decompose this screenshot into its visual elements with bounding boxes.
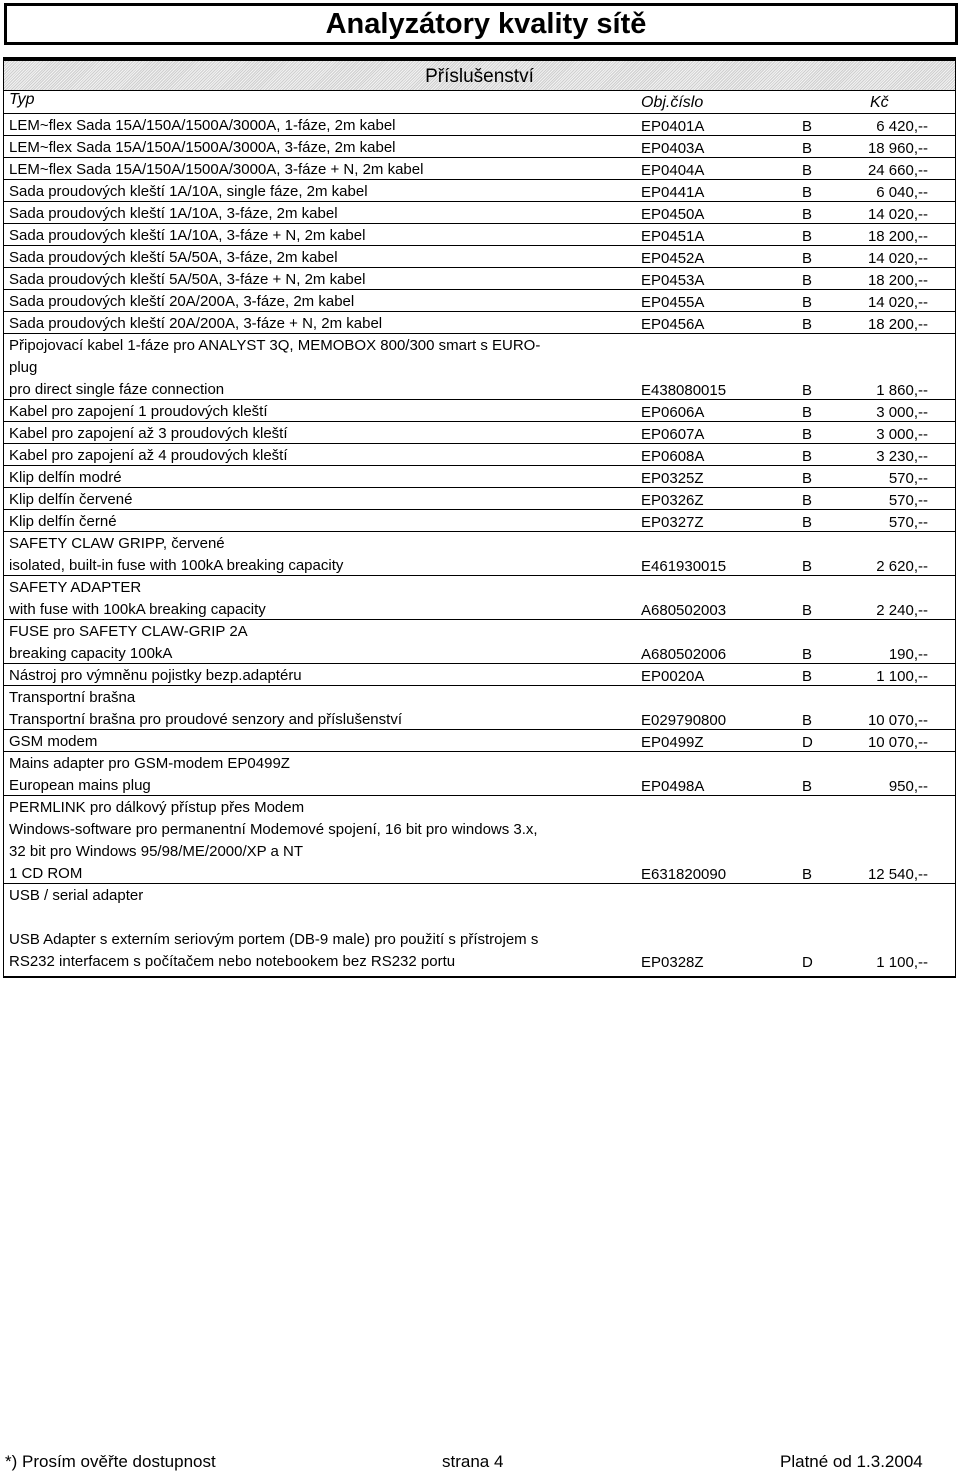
- table-row: [4, 443, 955, 465]
- item-class: B: [802, 250, 813, 267]
- table-row: [4, 729, 955, 751]
- item-description-line: GSM modem: [9, 733, 98, 750]
- table-row: [4, 575, 955, 619]
- item-order-number: EP0326Z: [641, 492, 704, 509]
- item-price: 6 040,--: [876, 184, 928, 201]
- item-order-number: EP0455A: [641, 294, 705, 311]
- item-price: 570,--: [888, 470, 928, 487]
- title-box: [4, 3, 958, 45]
- item-description-line: 1 CD ROM: [9, 865, 83, 882]
- price-table: [3, 57, 956, 978]
- table-row: [4, 883, 955, 971]
- table-row: [4, 531, 955, 575]
- item-class: B: [802, 668, 813, 685]
- item-order-number: E438080015: [641, 382, 727, 399]
- item-order-number: EP0020A: [641, 668, 705, 685]
- item-description-line: Kabel pro zapojení 1 proudových kleští: [9, 403, 268, 420]
- item-description-line: RS232 interfacem s počítačem nebo notebookem bez RS232 portu: [9, 953, 456, 970]
- item-description-line: Transportní brašna pro proudové senzory and příslušenství: [9, 711, 402, 728]
- table-row: [4, 267, 955, 289]
- item-order-number: EP0328Z: [641, 954, 704, 971]
- item-order-number: E029790800: [641, 712, 727, 729]
- table-row: [4, 311, 955, 333]
- item-description: [9, 181, 625, 203]
- item-price: 2 620,--: [876, 558, 928, 575]
- item-description-line: Sada proudových kleští 20A/200A, 3-fáze, 2m kabel: [9, 293, 355, 310]
- item-price: 10 070,--: [867, 734, 928, 751]
- column-header-type: Typ: [9, 91, 35, 108]
- item-class: B: [802, 514, 813, 531]
- item-description: [9, 335, 625, 401]
- item-class: B: [802, 382, 813, 399]
- item-description: [9, 577, 625, 621]
- item-price: 3 000,--: [876, 404, 928, 421]
- item-description-line: USB Adapter s externím seriovým portem (DB-9 male) pro použití s přístrojem s: [9, 931, 539, 948]
- item-price: 1 860,--: [876, 382, 928, 399]
- item-order-number: EP0452A: [641, 250, 705, 267]
- item-description: [9, 423, 625, 445]
- item-description-line: Sada proudových kleští 1A/10A, single fáze, 2m kabel: [9, 183, 368, 200]
- item-description: [9, 225, 625, 247]
- item-price: 570,--: [888, 492, 928, 509]
- item-description-line: SAFETY CLAW GRIPP, červené: [9, 535, 225, 552]
- section-subtitle: Příslušenství: [425, 66, 534, 87]
- item-description-line: 32 bit pro Windows 95/98/ME/2000/XP a NT: [9, 843, 304, 860]
- item-class: D: [802, 954, 813, 971]
- item-price: 570,--: [888, 514, 928, 531]
- item-order-number: E461930015: [641, 558, 727, 575]
- table-row: [4, 685, 955, 729]
- item-class: B: [802, 866, 813, 883]
- item-order-number: EP0327Z: [641, 514, 704, 531]
- page-title: Analyzátory kvality sítě: [325, 8, 647, 40]
- item-description: [9, 313, 625, 335]
- item-description-line: Sada proudových kleští 1A/10A, 3-fáze + N, 2m kabel: [9, 227, 366, 244]
- item-price: 14 020,--: [867, 250, 928, 267]
- item-description-line: LEM~flex Sada 15A/150A/1500A/3000A, 3-fáze, 2m kabel: [9, 139, 396, 156]
- item-description-line: USB / serial adapter: [9, 887, 144, 904]
- item-class: B: [802, 206, 813, 223]
- item-description-line: European mains plug: [9, 777, 151, 794]
- table-row: [4, 751, 955, 795]
- item-price: 3 230,--: [876, 448, 928, 465]
- table-row: [4, 245, 955, 267]
- table-header-band: [4, 58, 955, 91]
- table-row: [4, 201, 955, 223]
- footer-availability-note: *) Prosím ověřte dostupnost: [5, 1452, 216, 1471]
- item-price: 10 070,--: [867, 712, 928, 729]
- table-row: [4, 333, 955, 399]
- table-row: [4, 663, 955, 685]
- item-class: B: [802, 602, 813, 619]
- item-description: [9, 731, 625, 753]
- item-class: B: [802, 470, 813, 487]
- item-order-number: EP0456A: [641, 316, 705, 333]
- item-description: [9, 445, 625, 467]
- item-description-line: Sada proudových kleští 20A/200A, 3-fáze + N, 2m kabel: [9, 315, 383, 332]
- item-description-line: Klip delfín černé: [9, 513, 117, 530]
- item-price: 190,--: [888, 646, 928, 663]
- item-description: [9, 203, 625, 225]
- table-row: [4, 795, 955, 883]
- item-description-line: FUSE pro SAFETY CLAW-GRIP 2A: [9, 623, 248, 640]
- item-price: 2 240,--: [876, 602, 928, 619]
- item-description-line: pro direct single fáze connection: [9, 381, 225, 398]
- item-description: [9, 137, 625, 159]
- item-description: [9, 797, 625, 885]
- column-header-order-number: Obj.číslo: [641, 94, 704, 111]
- item-description-line: Windows-software pro permanentní Modemové spojení, 16 bit pro windows 3.x,: [9, 821, 538, 838]
- item-class: B: [802, 404, 813, 421]
- item-class: B: [802, 184, 813, 201]
- item-description: [9, 753, 625, 797]
- item-class: B: [802, 448, 813, 465]
- item-description: [9, 533, 625, 577]
- item-description-line: LEM~flex Sada 15A/150A/1500A/3000A, 3-fáze + N, 2m kabel: [9, 161, 424, 178]
- item-class: B: [802, 646, 813, 663]
- item-description-line: Sada proudových kleští 5A/50A, 3-fáze, 2m kabel: [9, 249, 338, 266]
- table-row: [4, 509, 955, 531]
- table-row: [4, 421, 955, 443]
- footer-page-number: strana 4: [442, 1452, 504, 1471]
- table-row: [4, 179, 955, 201]
- item-class: B: [802, 140, 813, 157]
- item-description-line: PERMLINK pro dálkový přístup přes Modem: [9, 799, 305, 816]
- item-price: 24 660,--: [867, 162, 928, 179]
- table-row: [4, 487, 955, 509]
- item-class: B: [802, 118, 813, 135]
- item-description-line: Kabel pro zapojení až 4 proudových kleští: [9, 447, 288, 464]
- table-row: [4, 619, 955, 663]
- table-row: [4, 135, 955, 157]
- item-price: 18 200,--: [867, 272, 928, 289]
- item-description-line: Nástroj pro výmněnu pojistky bezp.adaptéru: [9, 667, 302, 684]
- item-class: B: [802, 294, 813, 311]
- item-description: [9, 269, 625, 291]
- item-class: B: [802, 492, 813, 509]
- table-row: [4, 113, 955, 135]
- item-order-number: EP0403A: [641, 140, 705, 157]
- item-description: [9, 247, 625, 269]
- table-row: [4, 399, 955, 421]
- item-class: D: [802, 734, 813, 751]
- item-order-number: A680502006: [641, 646, 727, 663]
- item-description: [9, 665, 625, 687]
- item-description: [9, 511, 625, 533]
- item-class: B: [802, 778, 813, 795]
- item-order-number: EP0404A: [641, 162, 705, 179]
- item-class: B: [802, 272, 813, 289]
- item-description: [9, 401, 625, 423]
- item-description-line: Klip delfín modré: [9, 469, 122, 486]
- item-description-line: isolated, built-in fuse with 100kA breaking capacity: [9, 557, 344, 574]
- item-order-number: EP0608A: [641, 448, 705, 465]
- item-class: B: [802, 712, 813, 729]
- item-price: 6 420,--: [876, 118, 928, 135]
- table-row: [4, 157, 955, 179]
- item-class: B: [802, 316, 813, 333]
- item-order-number: E631820090: [641, 866, 727, 883]
- item-class: B: [802, 426, 813, 443]
- item-description: [9, 687, 625, 731]
- item-price: 3 000,--: [876, 426, 928, 443]
- item-description-line: Mains adapter pro GSM-modem EP0499Z: [9, 755, 290, 772]
- item-description: [9, 489, 625, 511]
- item-order-number: EP0606A: [641, 404, 705, 421]
- item-description-line: SAFETY ADAPTER: [9, 579, 142, 596]
- item-order-number: A680502003: [641, 602, 727, 619]
- item-description-line: Sada proudových kleští 1A/10A, 3-fáze, 2m kabel: [9, 205, 338, 222]
- item-price: 14 020,--: [867, 294, 928, 311]
- item-description-line: Sada proudových kleští 5A/50A, 3-fáze + N, 2m kabel: [9, 271, 366, 288]
- item-price: 950,--: [888, 778, 928, 795]
- table-row: [4, 465, 955, 487]
- item-price: 12 540,--: [867, 866, 928, 883]
- item-class: B: [802, 558, 813, 575]
- item-order-number: EP0453A: [641, 272, 705, 289]
- item-class: B: [802, 228, 813, 245]
- table-row: [4, 223, 955, 245]
- item-price: 1 100,--: [876, 668, 928, 685]
- item-description-line: with fuse with 100kA breaking capacity: [9, 601, 266, 618]
- item-description: [9, 621, 625, 665]
- table-body: [4, 113, 955, 971]
- item-description-line: Transportní brašna: [9, 689, 136, 706]
- item-description-line: plug: [9, 359, 38, 376]
- item-order-number: EP0401A: [641, 118, 705, 135]
- table-row: [4, 289, 955, 311]
- footer-valid-from: Platné od 1.3.2004: [780, 1452, 923, 1471]
- item-class: B: [802, 162, 813, 179]
- item-order-number: EP0441A: [641, 184, 705, 201]
- item-description-line: [9, 907, 625, 929]
- item-price: 18 200,--: [867, 228, 928, 245]
- item-order-number: EP0325Z: [641, 470, 704, 487]
- item-price: 14 020,--: [867, 206, 928, 223]
- item-description: [9, 115, 625, 137]
- item-description: [9, 159, 625, 181]
- item-description: [9, 885, 625, 973]
- item-description: [9, 467, 625, 489]
- item-description-line: Klip delfín červené: [9, 491, 133, 508]
- item-description-line: Připojovací kabel 1-fáze pro ANALYST 3Q, MEMOBOX 800/300 smart s EURO-: [9, 337, 541, 354]
- item-description-line: Kabel pro zapojení až 3 proudových kleští: [9, 425, 288, 442]
- item-description: [9, 291, 625, 313]
- column-header-price: Kč: [870, 94, 889, 111]
- item-order-number: EP0451A: [641, 228, 705, 245]
- item-order-number: EP0499Z: [641, 734, 704, 751]
- item-price: 18 200,--: [867, 316, 928, 333]
- item-description-line: breaking capacity 100kA: [9, 645, 173, 662]
- item-order-number: EP0450A: [641, 206, 705, 223]
- item-order-number: EP0498A: [641, 778, 705, 795]
- item-price: 18 960,--: [867, 140, 928, 157]
- item-description-line: LEM~flex Sada 15A/150A/1500A/3000A, 1-fáze, 2m kabel: [9, 117, 396, 134]
- item-price: 1 100,--: [876, 954, 928, 971]
- item-order-number: EP0607A: [641, 426, 705, 443]
